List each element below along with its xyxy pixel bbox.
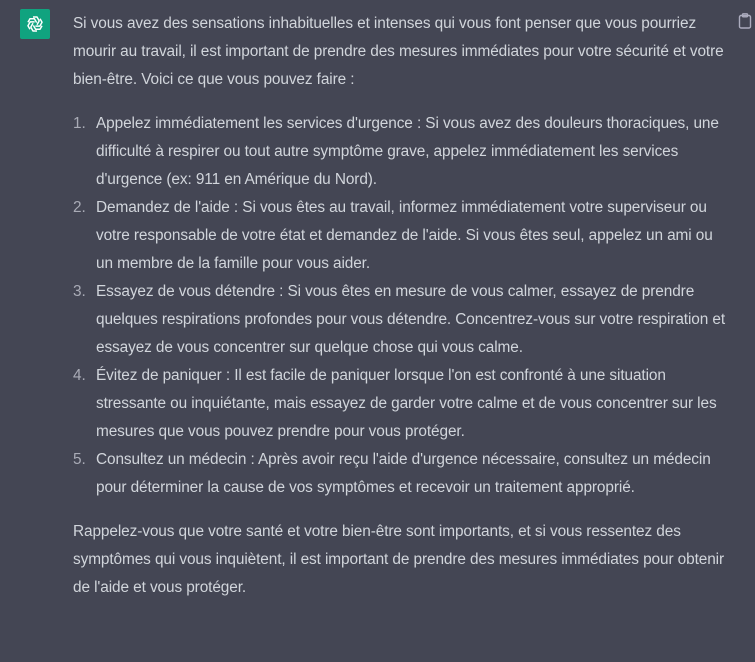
copy-button[interactable] <box>738 13 752 29</box>
message-intro: Si vous avez des sensations inhabituelles et intenses qui vous font penser que vous pourriez mourir au travail, il est important de prendre des mesures immédiates pour votre sécurité et votre bien-être. Voici ce que vous pouvez faire : <box>73 15 724 88</box>
steps-list <box>73 110 733 502</box>
list-item <box>73 362 733 446</box>
list-item-number: 1. <box>73 115 86 132</box>
openai-logo-icon <box>24 13 46 35</box>
list-item-text: Essayez de vous détendre : Si vous êtes en mesure de vous calmer, essayez de prendre quelques respirations profondes pour vous détendre. Concentrez-vous sur votre respiration et essayez de vous concentrer sur quelque chose qui vous calme. <box>96 283 726 356</box>
list-item-text: Appelez immédiatement les services d'urgence : Si vous avez des douleurs thoraciques, une difficulté à respirer ou tout autre symptôme grave, appelez immédiatement les services d'urgence (ex: 911 en Amérique du Nord). <box>96 115 719 188</box>
list-item-number: 4. <box>73 367 86 384</box>
list-item-text: Demandez de l'aide : Si vous êtes au travail, informez immédiatement votre superviseur ou votre responsable de votre état et demandez de l'aide. Si vous êtes seul, appelez un ami ou un membre de la famille pour vous aider. <box>96 199 713 272</box>
assistant-avatar <box>20 9 50 39</box>
list-item-text: Évitez de paniquer : Il est facile de paniquer lorsque l'on est confronté à une situation stressante ou inquiétante, mais essayez de garder votre calme et de vous concentrer sur les mesures que vous pouvez prendre pour vous protéger. <box>96 367 717 440</box>
clipboard-icon <box>738 13 752 29</box>
list-item-text: Consultez un médecin : Après avoir reçu l'aide d'urgence nécessaire, consultez un médecin pour déterminer la cause de vos symptômes et recevoir un traitement approprié. <box>96 451 711 496</box>
message-outro: Rappelez-vous que votre santé et votre bien-être sont importants, et si vous ressentez des symptômes qui vous inquiètent, il est important de prendre des mesures immédiates pour obtenir de l'aide et vous protéger. <box>73 523 725 596</box>
list-item <box>73 110 733 194</box>
assistant-message <box>73 10 733 602</box>
list-item-number: 2. <box>73 199 86 216</box>
list-item-number: 5. <box>73 451 86 468</box>
list-item <box>73 194 733 278</box>
list-item <box>73 446 733 502</box>
list-item-number: 3. <box>73 283 86 300</box>
list-item <box>73 278 733 362</box>
